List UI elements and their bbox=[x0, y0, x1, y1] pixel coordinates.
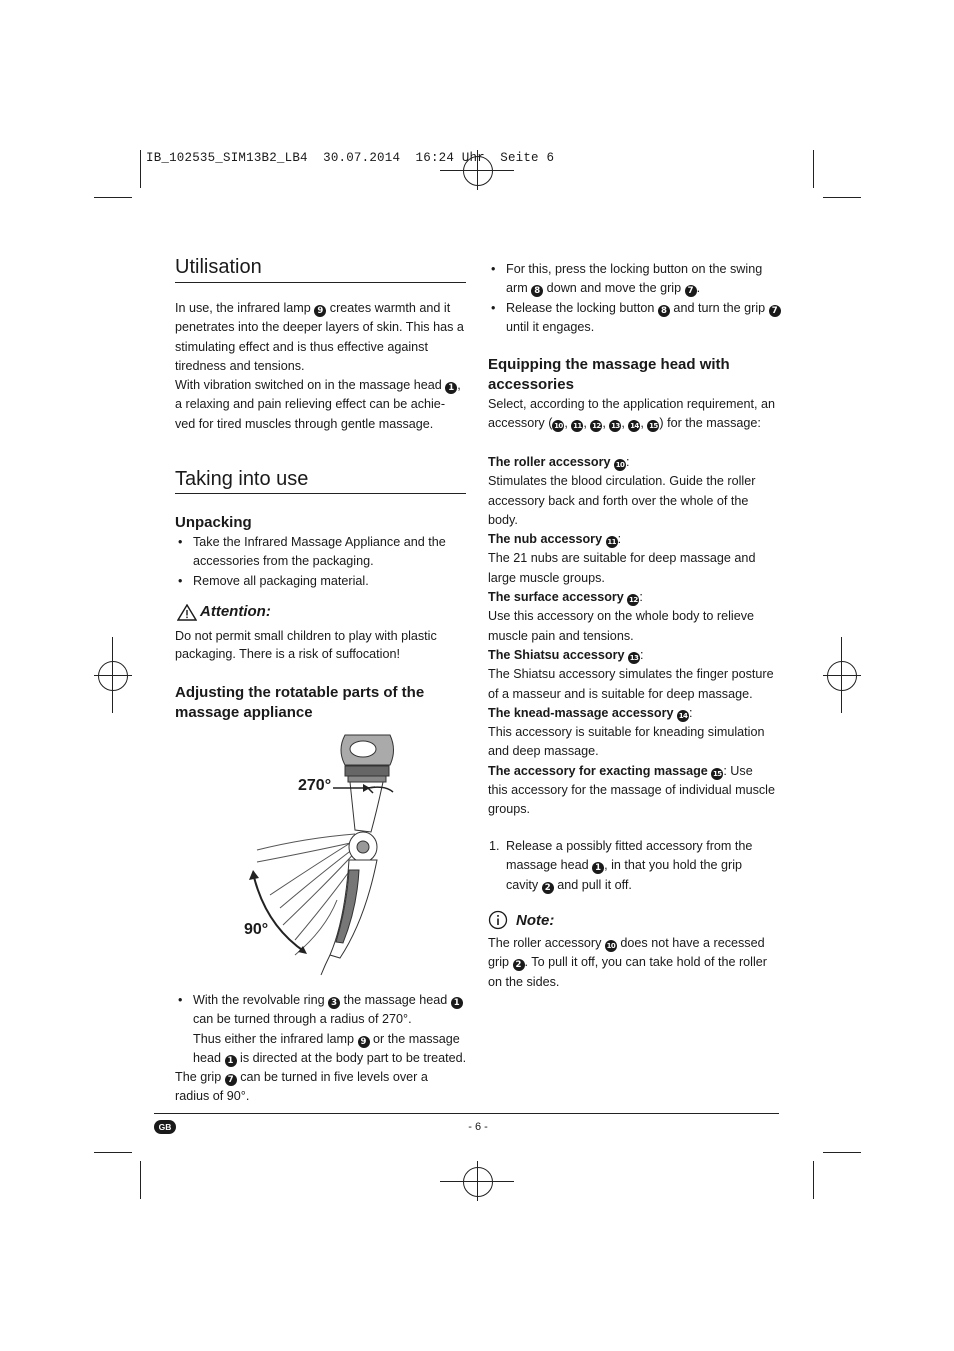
utilisation-paragraph-1: In use, the infrared lamp 9 creates warmth and it penetrates into the deeper layers of skin. This has a stimulating effect and is thus effective against tiredness and tensions. With vibration switched on in the massage head 1 , a relaxing and pain relieving effect can be achie- ved for tired muscles through gentle massage. bbox=[175, 301, 464, 431]
ref-number: 7 bbox=[225, 1074, 237, 1086]
section-title-taking-into-use: Taking into use bbox=[175, 468, 309, 490]
registration-mark-right bbox=[827, 661, 857, 691]
registration-mark-bottom bbox=[463, 1167, 493, 1197]
ref-number: 9 bbox=[358, 1036, 370, 1048]
registration-mark-left bbox=[98, 661, 128, 691]
ref-number: 12 bbox=[629, 596, 638, 605]
ref-number: 9 bbox=[314, 305, 326, 317]
warning-icon bbox=[177, 604, 197, 626]
bullet-remove-packaging: • Remove all packaging material. bbox=[175, 572, 483, 591]
title-rule bbox=[175, 282, 466, 283]
ref-number: 2 bbox=[542, 882, 554, 894]
appliance-illustration bbox=[225, 730, 415, 980]
ref-number: 8 bbox=[658, 305, 670, 317]
ref-number: 7 bbox=[769, 305, 781, 317]
ref-number: 1 bbox=[451, 997, 463, 1009]
crop-mark bbox=[140, 150, 141, 188]
crop-mark bbox=[823, 1152, 861, 1153]
heading-equipping: Equipping the massage head with accessories bbox=[488, 356, 730, 393]
ref-number: 1 bbox=[225, 1055, 237, 1067]
massage-appliance-drawing bbox=[225, 730, 415, 980]
ref-number: 1 bbox=[592, 862, 604, 874]
ref-number: 15 bbox=[713, 769, 722, 778]
ref-number: 7 bbox=[685, 285, 697, 297]
ref-number: 10 bbox=[554, 422, 563, 431]
bullet-press-locking-button: • For this, press the locking button on the swing arm 8 down and move the grip 7 . bbox=[488, 260, 796, 299]
crop-mark bbox=[823, 197, 861, 198]
title-rule bbox=[175, 493, 466, 494]
ref-number: 8 bbox=[531, 285, 543, 297]
ref-number: 11 bbox=[573, 422, 582, 431]
language-badge: GB bbox=[154, 1120, 176, 1134]
ref-number: 1 bbox=[445, 382, 457, 394]
step-1-number: 1. bbox=[489, 839, 500, 853]
print-slug: IB_102535_SIM13B2_LB4 30.07.2014 16:24 Uhr Seite 6 bbox=[146, 151, 555, 165]
section-title-utilisation: Utilisation bbox=[175, 256, 262, 278]
page-number: - 6 - bbox=[468, 1121, 488, 1133]
ref-number: 11 bbox=[607, 538, 616, 547]
ref-number: 15 bbox=[649, 422, 658, 431]
ref-number: 14 bbox=[678, 711, 688, 720]
ref-number: 10 bbox=[615, 461, 625, 469]
ref-number: 12 bbox=[592, 422, 601, 431]
footer-rule bbox=[154, 1113, 779, 1114]
label-270-degrees: 270° bbox=[298, 777, 332, 794]
info-icon bbox=[488, 910, 508, 935]
crop-mark bbox=[94, 1152, 132, 1153]
ref-number: 13 bbox=[629, 653, 639, 662]
bullet-take-appliance: • Take the Infrared Massage Appliance and the accessories from the packaging. bbox=[175, 533, 483, 572]
crop-mark bbox=[140, 1161, 141, 1199]
attention-heading: Attention: bbox=[200, 603, 271, 620]
equipping-intro: Select, according to the application requirement, an accessory ( 10 , 11 , 12 , 13 , 14 , 15 ) for the massage: bbox=[488, 397, 776, 431]
label-90-degrees: 90° bbox=[244, 921, 269, 938]
grip-paragraph: The grip 7 can be turned in five levels over a radius of 90°. bbox=[175, 1070, 428, 1104]
note-heading: Note: bbox=[516, 912, 555, 929]
registration-line bbox=[440, 1181, 514, 1182]
crop-mark bbox=[813, 150, 814, 188]
crop-mark bbox=[94, 197, 132, 198]
note-text: The roller accessory 10 does not have a recessed grip 2 . To pull it off, you can take hold of the roller on the sides. bbox=[488, 936, 767, 989]
ref-number: 10 bbox=[606, 942, 616, 950]
registration-line bbox=[823, 675, 861, 676]
ref-number: 14 bbox=[630, 422, 639, 431]
bullet-release-locking-button: • Release the locking button 8 and turn the grip 7 until it engages. bbox=[488, 299, 796, 338]
ref-number: 13 bbox=[611, 422, 620, 431]
attention-text: Do not permit small children to play with plastic packaging. There is a risk of suffocation! bbox=[175, 629, 437, 661]
ref-number: 2 bbox=[513, 959, 525, 971]
accessory-list: The roller accessory 10 : Stimulates the blood circulation. Guide the roller accessory back and forth over the whole of the body. The nub accessory 11 : The 21 nubs are suitable for deep massage and large muscle groups. The surface accessory 12 : Use this accessory on the whole body to relieve muscle pain and tensions. The Shiatsu accessory 13 : The Shiatsu accessory simulates the finger posture of a masseur and is suitable for deep massage. The knead-massage accessory 14 : This accessory is suitable for kneading simulation and deep massage. The accessory for exacting massage 15 : Use this accessory for the massage of individual muscle groups. bbox=[488, 455, 775, 817]
bullet-revolvable-ring: • With the revolvable ring 3 the massage head 1 can be turned through a radius of 270°. Thus either the infrared lamp 9 or the massage head 1 is directed at the body part to be treated. bbox=[175, 991, 488, 1068]
heading-unpacking: Unpacking bbox=[175, 514, 252, 531]
registration-line bbox=[440, 170, 514, 171]
registration-line bbox=[94, 675, 132, 676]
crop-mark bbox=[813, 1161, 814, 1199]
heading-adjusting: Adjusting the rotatable parts of the massage appliance bbox=[175, 684, 425, 721]
ref-number: 3 bbox=[328, 997, 340, 1009]
step-1-text: Release a possibly fitted accessory from the massage head 1 , in that you hold the grip cavity 2 and pull it off. bbox=[506, 839, 753, 893]
